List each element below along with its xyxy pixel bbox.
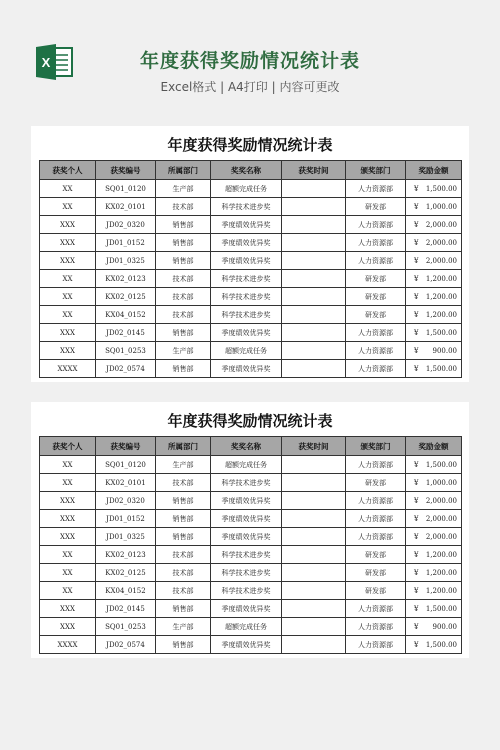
person-cell: XX	[40, 564, 96, 582]
table-row	[40, 456, 462, 474]
award-name-cell: 季度绩效优异奖	[211, 600, 282, 618]
award-name-cell: 科学技术进步奖	[211, 198, 282, 216]
table-row	[40, 342, 462, 360]
column-header: 所属部门	[156, 161, 211, 180]
amount-cell	[406, 324, 462, 342]
amount-value: 2,000.00	[425, 220, 457, 229]
amount-cell	[406, 474, 462, 492]
amount-value: 2,000.00	[425, 532, 457, 541]
amount-value: 900.00	[432, 622, 457, 631]
amount-cell	[406, 180, 462, 198]
issuer-cell: 人力资源部	[346, 636, 406, 654]
issuer-cell: 研发部	[346, 198, 406, 216]
code-cell: JD01_0152	[96, 510, 156, 528]
currency-symbol: ¥	[414, 238, 419, 247]
department-cell: 销售部	[156, 234, 211, 252]
table-row	[40, 252, 462, 270]
amount-value: 1,200.00	[425, 292, 457, 301]
amount-value: 1,200.00	[425, 310, 457, 319]
page-header	[0, 0, 500, 112]
amount-value: 2,000.00	[425, 496, 457, 505]
table-row	[40, 216, 462, 234]
code-cell: JD01_0152	[96, 234, 156, 252]
person-cell: XXX	[40, 216, 96, 234]
award-name-cell: 超额完成任务	[211, 456, 282, 474]
department-cell: 销售部	[156, 636, 211, 654]
award-time-cell	[282, 564, 346, 582]
department-cell: 技术部	[156, 270, 211, 288]
amount-cell	[406, 636, 462, 654]
table-row	[40, 360, 462, 378]
amount-value: 1,500.00	[425, 460, 457, 469]
issuer-cell: 人力资源部	[346, 510, 406, 528]
code-cell: KX02_0123	[96, 546, 156, 564]
award-time-cell	[282, 618, 346, 636]
department-cell: 技术部	[156, 306, 211, 324]
currency-symbol: ¥	[414, 184, 419, 193]
person-cell: XX	[40, 456, 96, 474]
amount-cell	[406, 510, 462, 528]
award-time-cell	[282, 216, 346, 234]
person-cell: XXX	[40, 618, 96, 636]
code-cell: SQ01_0253	[96, 342, 156, 360]
award-name-cell: 季度绩效优异奖	[211, 492, 282, 510]
sheet-preview-2	[31, 402, 469, 658]
issuer-cell: 人力资源部	[346, 324, 406, 342]
page-title: 年度获得奖励情况统计表	[139, 50, 360, 72]
issuer-cell: 人力资源部	[346, 216, 406, 234]
svg-text:X: X	[41, 55, 51, 70]
person-cell: XX	[40, 198, 96, 216]
currency-symbol: ¥	[414, 568, 419, 577]
amount-value: 1,200.00	[425, 568, 457, 577]
code-cell: SQ01_0253	[96, 618, 156, 636]
award-time-cell	[282, 324, 346, 342]
person-cell: XXX	[40, 342, 96, 360]
column-header: 奖励金额	[406, 437, 462, 456]
issuer-cell: 研发部	[346, 306, 406, 324]
award-name-cell: 科学技术进步奖	[211, 564, 282, 582]
table-row	[40, 270, 462, 288]
award-name-cell: 超额完成任务	[211, 180, 282, 198]
amount-cell	[406, 360, 462, 378]
currency-symbol: ¥	[414, 220, 419, 229]
person-cell: XXX	[40, 492, 96, 510]
department-cell: 技术部	[156, 474, 211, 492]
department-cell: 销售部	[156, 360, 211, 378]
department-cell: 技术部	[156, 564, 211, 582]
currency-symbol: ¥	[414, 478, 419, 487]
award-name-cell: 季度绩效优异奖	[211, 234, 282, 252]
code-cell: KX02_0101	[96, 198, 156, 216]
award-time-cell	[282, 198, 346, 216]
amount-value: 900.00	[432, 346, 457, 355]
department-cell: 销售部	[156, 252, 211, 270]
amount-value: 2,000.00	[425, 238, 457, 247]
award-time-cell	[282, 234, 346, 252]
award-time-cell	[282, 270, 346, 288]
code-cell: SQ01_0120	[96, 180, 156, 198]
issuer-cell: 人力资源部	[346, 360, 406, 378]
amount-value: 1,500.00	[425, 328, 457, 337]
award-time-cell	[282, 492, 346, 510]
award-time-cell	[282, 474, 346, 492]
amount-cell	[406, 342, 462, 360]
issuer-cell: 研发部	[346, 546, 406, 564]
amount-cell	[406, 600, 462, 618]
code-cell: KX04_0152	[96, 582, 156, 600]
column-header: 获奖时间	[282, 437, 346, 456]
amount-cell	[406, 252, 462, 270]
currency-symbol: ¥	[414, 256, 419, 265]
code-cell: KX04_0152	[96, 306, 156, 324]
currency-symbol: ¥	[414, 292, 419, 301]
department-cell: 生产部	[156, 456, 211, 474]
code-cell: JD02_0320	[96, 492, 156, 510]
department-cell: 技术部	[156, 546, 211, 564]
award-name-cell: 季度绩效优异奖	[211, 252, 282, 270]
award-time-cell	[282, 528, 346, 546]
page-subtitle: Excel格式 | A4打印 | 内容可更改	[160, 80, 340, 94]
person-cell: XXX	[40, 600, 96, 618]
code-cell: JD02_0320	[96, 216, 156, 234]
amount-value: 1,500.00	[425, 364, 457, 373]
award-name-cell: 科学技术进步奖	[211, 474, 282, 492]
code-cell: SQ01_0120	[96, 456, 156, 474]
table-row	[40, 474, 462, 492]
table-row	[40, 564, 462, 582]
amount-cell	[406, 456, 462, 474]
person-cell: XXX	[40, 528, 96, 546]
person-cell: XX	[40, 180, 96, 198]
award-table	[39, 160, 462, 378]
table-row	[40, 306, 462, 324]
department-cell: 销售部	[156, 528, 211, 546]
issuer-cell: 人力资源部	[346, 252, 406, 270]
table-row	[40, 636, 462, 654]
table-row	[40, 510, 462, 528]
table-row	[40, 600, 462, 618]
person-cell: XX	[40, 474, 96, 492]
column-header: 奖励金额	[406, 161, 462, 180]
department-cell: 销售部	[156, 510, 211, 528]
table-row	[40, 288, 462, 306]
table-header-row	[40, 437, 462, 456]
table-body	[40, 456, 462, 654]
department-cell: 销售部	[156, 216, 211, 234]
person-cell: XX	[40, 582, 96, 600]
column-header: 颁奖部门	[346, 437, 406, 456]
department-cell: 销售部	[156, 492, 211, 510]
sheet-title: 年度获得奖励情况统计表	[167, 136, 333, 154]
currency-symbol: ¥	[414, 586, 419, 595]
column-header: 获奖编号	[96, 437, 156, 456]
code-cell: JD02_0145	[96, 324, 156, 342]
department-cell: 生产部	[156, 618, 211, 636]
issuer-cell: 人力资源部	[346, 234, 406, 252]
amount-cell	[406, 564, 462, 582]
award-table	[39, 436, 462, 654]
table-row	[40, 546, 462, 564]
code-cell: KX02_0125	[96, 288, 156, 306]
department-cell: 销售部	[156, 324, 211, 342]
code-cell: JD01_0325	[96, 528, 156, 546]
award-time-cell	[282, 306, 346, 324]
code-cell: KX02_0101	[96, 474, 156, 492]
code-cell: KX02_0125	[96, 564, 156, 582]
award-time-cell	[282, 288, 346, 306]
issuer-cell: 研发部	[346, 270, 406, 288]
column-header: 奖奖名称	[211, 161, 282, 180]
table-row	[40, 618, 462, 636]
award-time-cell	[282, 546, 346, 564]
code-cell: JD01_0325	[96, 252, 156, 270]
department-cell: 技术部	[156, 288, 211, 306]
table-row	[40, 492, 462, 510]
award-time-cell	[282, 636, 346, 654]
person-cell: XX	[40, 270, 96, 288]
currency-symbol: ¥	[414, 550, 419, 559]
code-cell: JD02_0145	[96, 600, 156, 618]
code-cell: JD02_0574	[96, 636, 156, 654]
amount-cell	[406, 492, 462, 510]
code-cell: JD02_0574	[96, 360, 156, 378]
currency-symbol: ¥	[414, 514, 419, 523]
amount-value: 1,200.00	[425, 550, 457, 559]
award-name-cell: 科学技术进步奖	[211, 546, 282, 564]
person-cell: XXX	[40, 252, 96, 270]
department-cell: 生产部	[156, 342, 211, 360]
issuer-cell: 人力资源部	[346, 456, 406, 474]
award-name-cell: 季度绩效优异奖	[211, 528, 282, 546]
award-time-cell	[282, 510, 346, 528]
amount-cell	[406, 288, 462, 306]
currency-symbol: ¥	[414, 274, 419, 283]
amount-value: 2,000.00	[425, 514, 457, 523]
column-header: 获奖编号	[96, 161, 156, 180]
issuer-cell: 人力资源部	[346, 180, 406, 198]
amount-value: 1,200.00	[425, 586, 457, 595]
award-name-cell: 超额完成任务	[211, 618, 282, 636]
currency-symbol: ¥	[414, 460, 419, 469]
table-row	[40, 198, 462, 216]
issuer-cell: 人力资源部	[346, 492, 406, 510]
currency-symbol: ¥	[414, 640, 419, 649]
award-time-cell	[282, 180, 346, 198]
table-row	[40, 180, 462, 198]
sheet-title: 年度获得奖励情况统计表	[167, 412, 333, 430]
award-name-cell: 季度绩效优异奖	[211, 360, 282, 378]
code-cell: KX02_0123	[96, 270, 156, 288]
issuer-cell: 研发部	[346, 288, 406, 306]
table-row	[40, 234, 462, 252]
amount-cell	[406, 234, 462, 252]
person-cell: XX	[40, 288, 96, 306]
person-cell: XX	[40, 306, 96, 324]
person-cell: XXX	[40, 324, 96, 342]
amount-value: 1,500.00	[425, 604, 457, 613]
amount-cell	[406, 546, 462, 564]
table-header-row	[40, 161, 462, 180]
column-header: 获奖时间	[282, 161, 346, 180]
award-name-cell: 季度绩效优异奖	[211, 636, 282, 654]
currency-symbol: ¥	[414, 532, 419, 541]
person-cell: XXXX	[40, 636, 96, 654]
award-name-cell: 科学技术进步奖	[211, 582, 282, 600]
person-cell: XXX	[40, 510, 96, 528]
column-header: 获奖个人	[40, 437, 96, 456]
currency-symbol: ¥	[414, 496, 419, 505]
amount-cell	[406, 306, 462, 324]
column-header: 获奖个人	[40, 161, 96, 180]
award-name-cell: 季度绩效优异奖	[211, 324, 282, 342]
column-header: 颁奖部门	[346, 161, 406, 180]
amount-cell	[406, 582, 462, 600]
column-header: 所属部门	[156, 437, 211, 456]
amount-cell	[406, 618, 462, 636]
award-time-cell	[282, 600, 346, 618]
issuer-cell: 人力资源部	[346, 342, 406, 360]
award-time-cell	[282, 342, 346, 360]
award-name-cell: 科学技术进步奖	[211, 306, 282, 324]
department-cell: 生产部	[156, 180, 211, 198]
award-time-cell	[282, 456, 346, 474]
award-name-cell: 科学技术进步奖	[211, 288, 282, 306]
amount-value: 1,000.00	[425, 202, 457, 211]
amount-cell	[406, 270, 462, 288]
department-cell: 销售部	[156, 600, 211, 618]
issuer-cell: 研发部	[346, 474, 406, 492]
amount-cell	[406, 216, 462, 234]
amount-cell	[406, 198, 462, 216]
award-time-cell	[282, 582, 346, 600]
issuer-cell: 人力资源部	[346, 600, 406, 618]
issuer-cell: 研发部	[346, 564, 406, 582]
currency-symbol: ¥	[414, 328, 419, 337]
currency-symbol: ¥	[414, 622, 419, 631]
table-row	[40, 582, 462, 600]
award-name-cell: 科学技术进步奖	[211, 270, 282, 288]
amount-value: 1,200.00	[425, 274, 457, 283]
award-time-cell	[282, 360, 346, 378]
person-cell: XX	[40, 546, 96, 564]
person-cell: XXXX	[40, 360, 96, 378]
currency-symbol: ¥	[414, 202, 419, 211]
award-name-cell: 季度绩效优异奖	[211, 216, 282, 234]
award-time-cell	[282, 252, 346, 270]
currency-symbol: ¥	[414, 346, 419, 355]
issuer-cell: 人力资源部	[346, 618, 406, 636]
amount-value: 2,000.00	[425, 256, 457, 265]
amount-value: 1,500.00	[425, 184, 457, 193]
currency-symbol: ¥	[414, 310, 419, 319]
table-row	[40, 528, 462, 546]
person-cell: XXX	[40, 234, 96, 252]
issuer-cell: 人力资源部	[346, 528, 406, 546]
department-cell: 技术部	[156, 198, 211, 216]
department-cell: 技术部	[156, 582, 211, 600]
amount-value: 1,500.00	[425, 640, 457, 649]
currency-symbol: ¥	[414, 364, 419, 373]
issuer-cell: 研发部	[346, 582, 406, 600]
award-name-cell: 季度绩效优异奖	[211, 510, 282, 528]
table-row	[40, 324, 462, 342]
award-name-cell: 超额完成任务	[211, 342, 282, 360]
amount-value: 1,000.00	[425, 478, 457, 487]
sheet-preview-1	[31, 126, 469, 382]
table-body	[40, 180, 462, 378]
column-header: 奖奖名称	[211, 437, 282, 456]
currency-symbol: ¥	[414, 604, 419, 613]
amount-cell	[406, 528, 462, 546]
